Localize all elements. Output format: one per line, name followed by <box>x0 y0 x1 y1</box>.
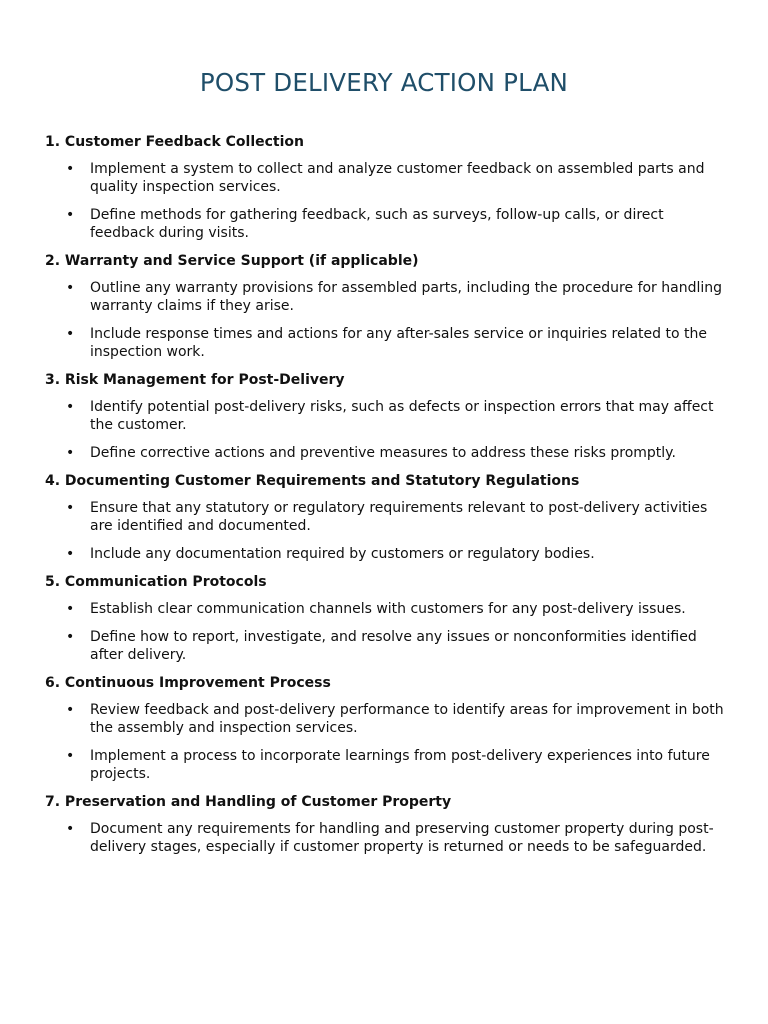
section-heading: 3. Risk Management for Post-Delivery <box>45 372 345 388</box>
section-heading: 5. Communication Protocols <box>45 574 267 590</box>
section-heading: 4. Documenting Customer Requirements and Statutory Regulations <box>45 473 580 489</box>
bullet-item <box>45 628 725 664</box>
bullet-text: • Include any documentation required by customers or regulatory bodies. <box>90 546 595 562</box>
bullet-list <box>45 160 725 242</box>
section-continuous-improvement <box>45 674 725 783</box>
bullet-list <box>45 820 725 856</box>
bullet-item <box>45 279 725 315</box>
bullet-item <box>45 325 725 361</box>
bullet-list <box>45 499 725 563</box>
bullet-text: • Define methods for gathering feedback, such as surveys, follow-up calls, or direct feedback during visits. <box>90 207 664 241</box>
bullet-item <box>45 206 725 242</box>
bullet-text: • Ensure that any statutory or regulatory requirements relevant to post-delivery activities are identified and documented. <box>90 500 708 534</box>
bullet-item <box>45 820 725 856</box>
section-list <box>45 133 725 866</box>
bullet-text: • Include response times and actions for any after-sales service or inquiries related to the inspection work. <box>90 326 707 360</box>
bullet-text: • Define how to report, investigate, and resolve any issues or nonconformities identified after delivery. <box>90 629 697 663</box>
bullet-item <box>45 701 725 737</box>
page-title: POST DELIVERY ACTION PLAN <box>199 68 569 97</box>
bullet-item <box>45 444 725 462</box>
bullet-item <box>45 398 725 434</box>
bullet-text: • Outline any warranty provisions for assembled parts, including the procedure for handling warranty claims if they arise. <box>90 280 723 314</box>
bullet-list <box>45 701 725 783</box>
section-heading: 2. Warranty and Service Support (if applicable) <box>45 253 419 269</box>
bullet-text: • Implement a process to incorporate learnings from post-delivery experiences into future projects. <box>90 748 710 782</box>
bullet-list <box>45 279 725 361</box>
bullet-item <box>45 545 725 563</box>
bullet-text: • Define corrective actions and preventive measures to address these risks promptly. <box>90 445 676 461</box>
bullet-item <box>45 600 725 618</box>
section-heading: 1. Customer Feedback Collection <box>45 134 304 150</box>
bullet-item <box>45 747 725 783</box>
section-requirements-regulations <box>45 472 725 563</box>
bullet-text: • Establish clear communication channels with customers for any post-delivery issues. <box>90 601 686 617</box>
section-risk-management <box>45 371 725 462</box>
bullet-list <box>45 398 725 462</box>
bullet-text: • Implement a system to collect and analyze customer feedback on assembled parts and quality inspection services. <box>90 161 705 195</box>
section-heading: 6. Continuous Improvement Process <box>45 675 331 691</box>
bullet-list <box>45 600 725 664</box>
section-customer-feedback <box>45 133 725 242</box>
section-customer-property <box>45 793 725 856</box>
section-communication-protocols <box>45 573 725 664</box>
section-heading: 7. Preservation and Handling of Customer Property <box>45 794 452 810</box>
section-warranty-service <box>45 252 725 361</box>
bullet-text: • Document any requirements for handling and preserving customer property during post-delivery stages, especially if customer property is returned or needs to be safeguarded. <box>90 821 714 855</box>
bullet-text: • Identify potential post-delivery risks, such as defects or inspection errors that may affect the customer. <box>90 399 714 433</box>
bullet-text: • Review feedback and post-delivery performance to identify areas for improvement in both the assembly and inspection services. <box>90 702 724 736</box>
bullet-item <box>45 499 725 535</box>
bullet-item <box>45 160 725 196</box>
